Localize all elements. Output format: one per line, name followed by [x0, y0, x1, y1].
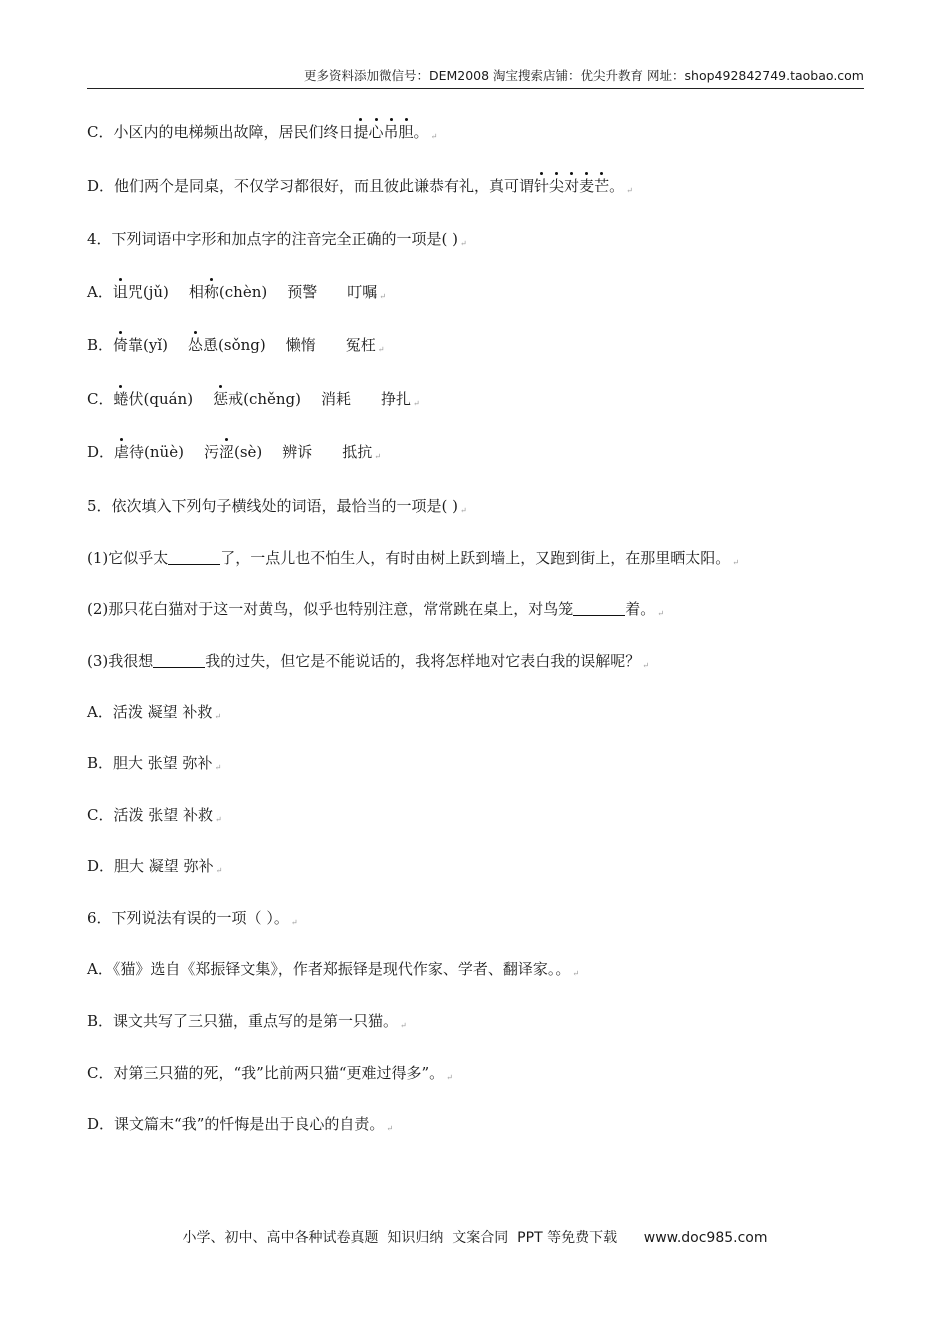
- page-footer: [0, 1228, 950, 1248]
- dotted-char: 针: [534, 177, 550, 195]
- dotted-char: 尖: [549, 177, 565, 195]
- paragraph-mark-icon: ↵: [430, 132, 438, 141]
- q5-option-a: A．活泼 凝望 补救 ↵: [87, 703, 222, 721]
- dotted-char: 诅: [112, 283, 128, 301]
- q5-option-b: B．胆大 张望 弥补 ↵: [87, 754, 222, 772]
- q4-stem: 4．下列词语中字形和加点字的注音完全正确的一项是( ) ↵: [87, 230, 467, 248]
- q4-option-c: C．蜷伏(quán) 惩戒(chěng) 消耗 挣扎 ↵: [87, 390, 420, 408]
- paragraph-mark-icon: ↵: [215, 815, 222, 824]
- paragraph-mark-icon: ↵: [460, 239, 467, 248]
- dotted-char: 惩: [213, 390, 229, 408]
- paragraph-mark-icon: ↵: [626, 186, 633, 195]
- footer-text: 小学、初中、高中各种试卷真题 知识归纳 文案合同 PPT 等免费下载 www.doc985.com: [182, 1230, 768, 1246]
- q5-sentence-1: (1)它似乎太 了，一点儿也不怕生人，有时由树上跃到墙上，又跑到街上，在那里晒太阳。 ↵: [87, 549, 739, 567]
- dotted-char: 心: [368, 123, 384, 141]
- q6-option-a: A．《猫》选自《郑振铎文集》，作者郑振铎是现代作家、学者、翻译家。。 ↵: [87, 960, 580, 978]
- q4-option-d: D．虐待(nüè) 污涩(sè) 辨诉 抵抗 ↵: [87, 443, 381, 461]
- q6-option-b: B．课文共写了三只猫，重点写的是第一只猫。 ↵: [87, 1012, 407, 1030]
- paragraph-mark-icon: ↵: [214, 712, 222, 721]
- paragraph-mark-icon: ↵: [732, 558, 739, 567]
- q5-option-d: D．胆大 凝望 弥补 ↵: [87, 857, 223, 875]
- paragraph-mark-icon: ↵: [446, 1073, 453, 1082]
- dotted-char: 吊: [383, 123, 399, 141]
- paragraph-mark-icon: ↵: [657, 609, 664, 618]
- dotted-char: 蜷: [113, 390, 129, 408]
- q6-option-c: C．对第三只猫的死，“我”比前两只猫“更难过得多”。 ↵: [87, 1064, 453, 1082]
- dotted-char: 倚: [113, 336, 129, 354]
- q3-option-c: C．小区内的电梯频出故障，居民们终日提心吊胆。 ↵: [87, 123, 438, 141]
- dotted-char: 胆: [398, 123, 414, 141]
- fill-blank: [573, 601, 625, 616]
- paragraph-mark-icon: ↵: [642, 661, 649, 670]
- dotted-char: 怂: [188, 336, 204, 354]
- paragraph-mark-icon: ↵: [214, 763, 222, 772]
- q4-option-b: B．倚靠(yǐ) 怂恿(sǒng) 懒惰 冤枉 ↵: [87, 336, 385, 354]
- paragraph-mark-icon: ↵: [413, 399, 420, 408]
- dotted-char: 提: [353, 123, 369, 141]
- fill-blank: [168, 550, 220, 565]
- page-header: [87, 66, 864, 89]
- dotted-char: 对: [564, 177, 580, 195]
- paragraph-mark-icon: ↵: [572, 969, 580, 978]
- paragraph-mark-icon: ↵: [379, 292, 386, 301]
- fill-blank: [153, 653, 205, 668]
- header-text: 更多资料添加微信号：DEM2008 淘宝搜索店铺：优尖升教育 网址：shop492842749.taobao.com: [303, 68, 864, 83]
- dotted-char: 涩: [218, 443, 234, 461]
- q5-sentence-2: (2)那只花白猫对于这一对黄鸟，似乎也特别注意，常常跳在桌上，对鸟笼 着。 ↵: [87, 600, 664, 618]
- paragraph-mark-icon: ↵: [290, 918, 298, 927]
- paragraph-mark-icon: ↵: [215, 866, 223, 875]
- paragraph-mark-icon: ↵: [400, 1021, 407, 1030]
- paragraph-mark-icon: ↵: [377, 345, 385, 354]
- paragraph-mark-icon: ↵: [374, 452, 381, 461]
- paragraph-mark-icon: ↵: [386, 1124, 394, 1133]
- q5-sentence-3: (3)我很想 我的过失，但它是不能说话的，我将怎样地对它表白我的误解呢？ ↵: [87, 652, 649, 670]
- q3-option-d: D．他们两个是同桌，不仅学习都很好，而且彼此谦恭有礼，真可谓针尖对麦芒。 ↵: [87, 177, 633, 195]
- q5-option-c: C．活泼 张望 补救 ↵: [87, 806, 222, 824]
- q6-option-d: D．课文篇末“我”的忏悔是出于良心的自责。 ↵: [87, 1115, 394, 1133]
- q4-option-a: A．诅咒(jǔ) 相称(chèn) 预警 叮嘱 ↵: [87, 283, 386, 301]
- paragraph-mark-icon: ↵: [460, 506, 467, 515]
- dotted-char: 虐: [114, 443, 130, 461]
- dotted-char: 芒: [594, 177, 610, 195]
- q6-stem: 6．下列说法有误的一项（ ）。 ↵: [87, 909, 298, 927]
- q5-stem: 5．依次填入下列句子横线处的词语，最恰当的一项是( ) ↵: [87, 497, 467, 515]
- dotted-char: 称: [203, 283, 219, 301]
- dotted-char: 麦: [579, 177, 595, 195]
